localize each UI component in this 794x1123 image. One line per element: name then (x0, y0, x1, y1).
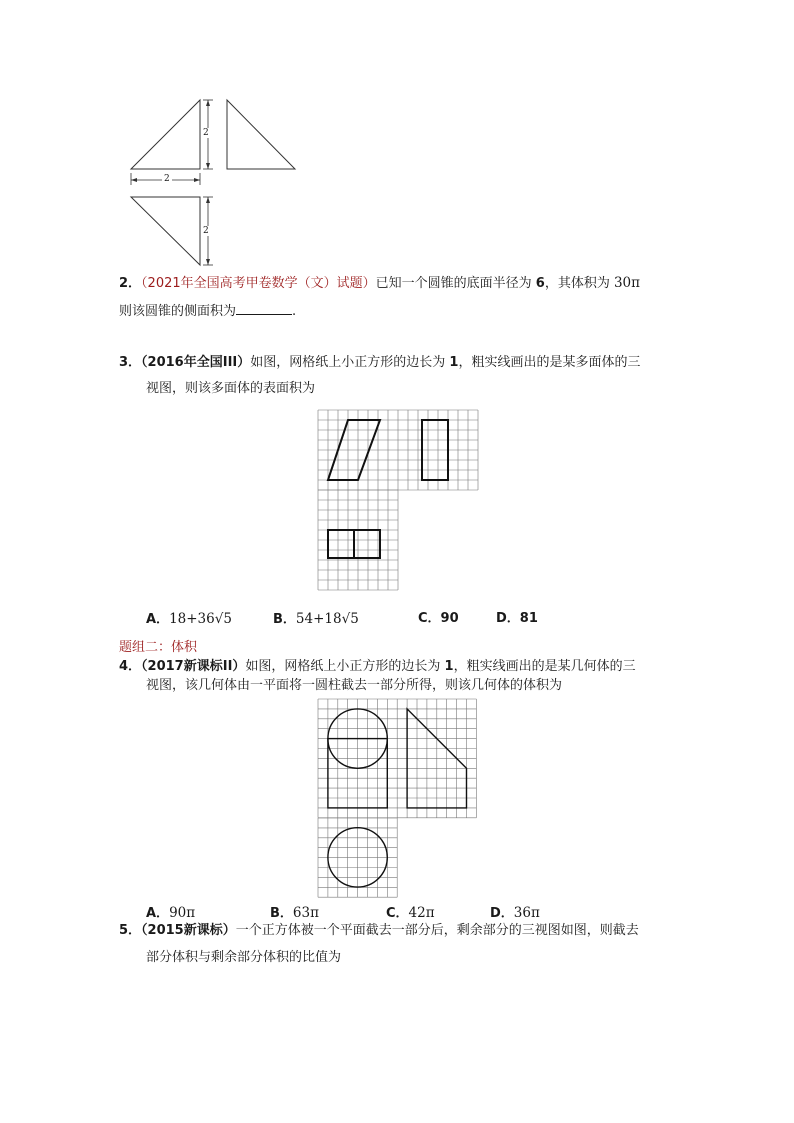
option-d[interactable]: D．81 (496, 611, 538, 626)
question-number: 2． (119, 276, 142, 291)
side-value: 1 (449, 355, 459, 370)
option-a[interactable]: A．90π (146, 905, 196, 921)
option-b[interactable]: B．63π (270, 905, 319, 921)
dim-label-height-bottom: 2 (203, 226, 209, 236)
question-text: 则该圆锥的侧面积为 (119, 304, 237, 319)
volume-value: 30π (613, 275, 641, 291)
question-source: （2021年全国高考甲卷数学（文）试题） (141, 276, 376, 291)
question-source: （2015新课标） (141, 923, 236, 938)
group-2-title: 题组二：体积 (119, 640, 198, 655)
question-number: 3． (119, 355, 142, 370)
option-c[interactable]: C．42π (386, 905, 435, 921)
option-d[interactable]: D．36π (490, 905, 540, 921)
question-text: 视图，则该多面体的表面积为 (146, 381, 316, 396)
question-text: 部分体积与剩余部分体积的比值为 (146, 950, 342, 965)
question-number: 4． (119, 659, 142, 674)
question-text: 视图，该几何体由一平面将一圆柱截去一部分所得，则该几何体的体积为 (146, 678, 563, 693)
radius-value: 6 (535, 276, 545, 291)
question-text: ，其体积为 (544, 276, 614, 291)
question-text: ，粗实线画出的是某多面体的三 (458, 355, 641, 370)
question-text: ，粗实线画出的是某几何体的三 (453, 659, 636, 674)
question-text: 已知一个圆锥的底面半径为 (375, 276, 536, 291)
question-5-line-1 (119, 922, 639, 940)
question-number: 5． (119, 923, 142, 938)
question-text: 如图，网格纸上小正方形的边长为 (250, 355, 450, 370)
question-end: . (292, 304, 297, 319)
question-5-line-2 (146, 949, 341, 967)
dim-label-width: 2 (164, 174, 170, 184)
option-a[interactable]: A．18+36√5 (146, 611, 232, 627)
option-b[interactable]: B．54+18√5 (273, 611, 359, 627)
q4-grid-top (318, 699, 476, 818)
question-text: 如图，网格纸上小正方形的边长为 (245, 659, 445, 674)
question-text: 一个正方体被一个平面截去一部分后，剩余部分的三视图如图，则截去 (235, 923, 639, 938)
question-source: （2016年全国III） (141, 355, 251, 370)
q4-grid-bottom (318, 818, 397, 897)
side-value: 1 (444, 659, 454, 674)
option-c[interactable]: C．90 (418, 611, 459, 626)
dim-label-height-top: 2 (203, 128, 209, 138)
question-source: （2017新课标II） (141, 659, 246, 674)
